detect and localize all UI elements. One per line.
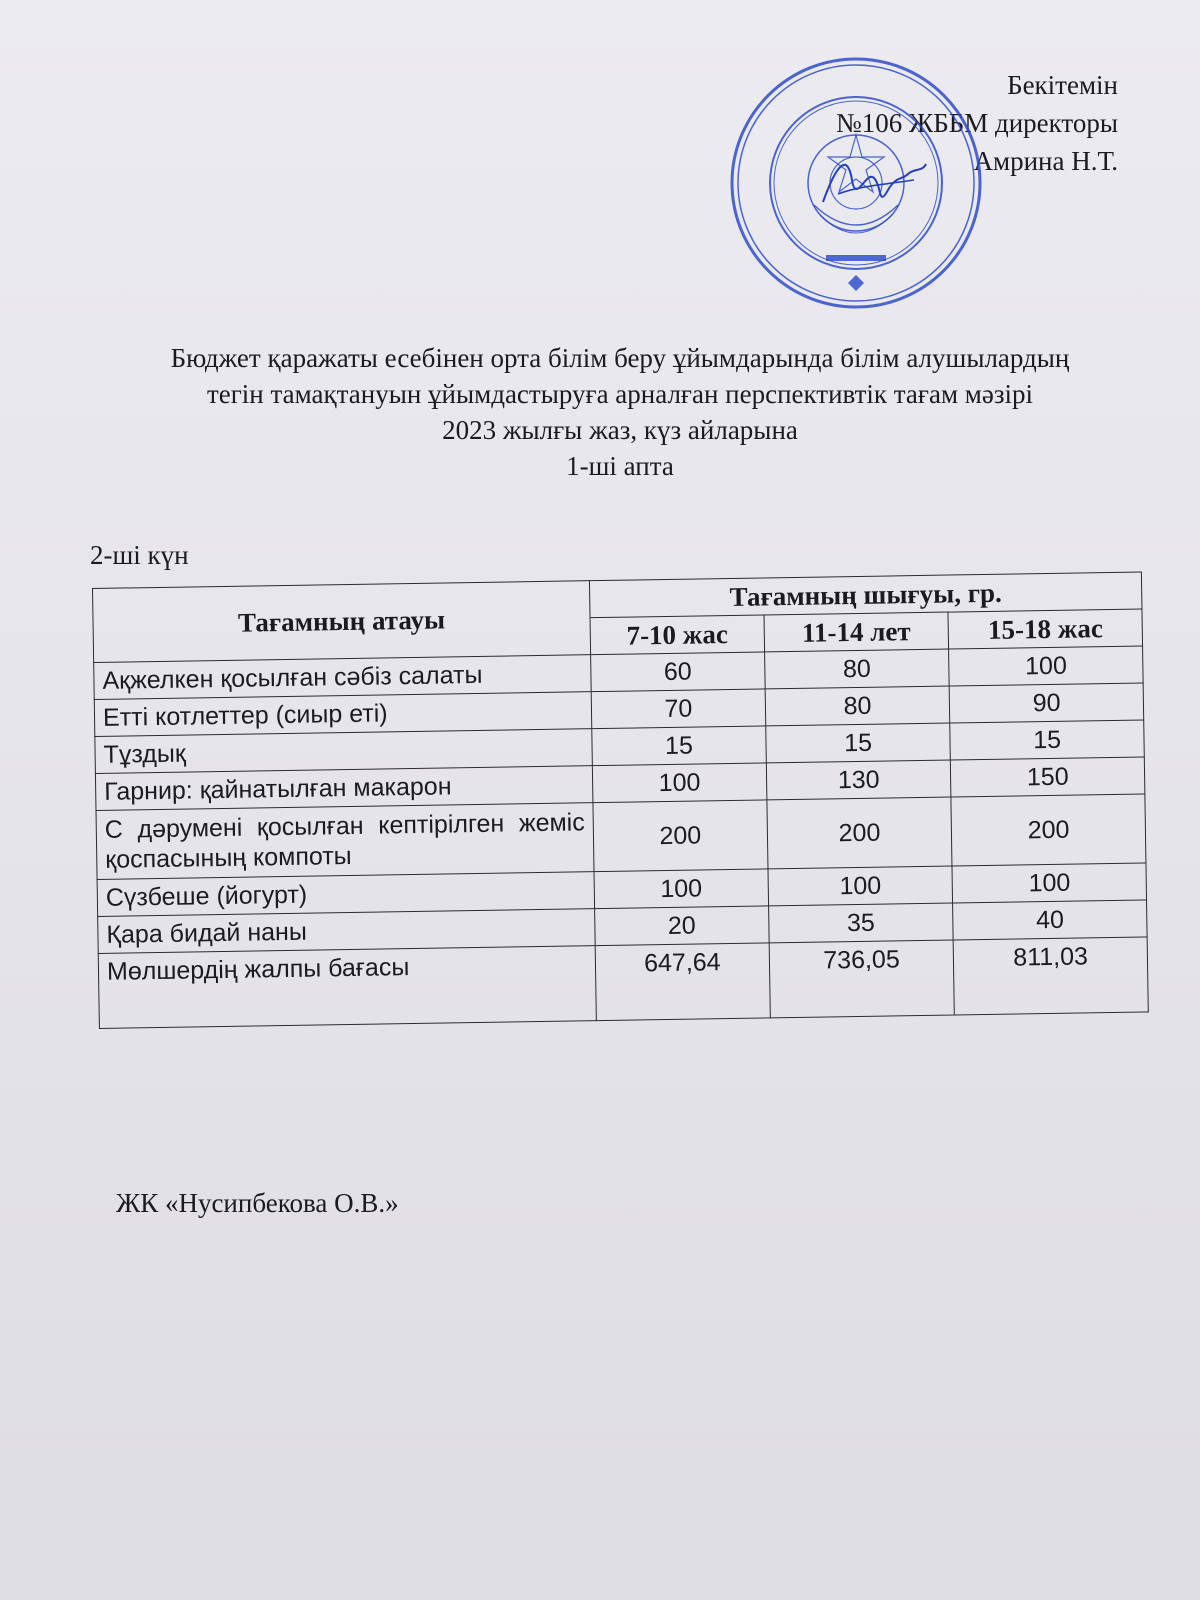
yield-value: 100 [594, 869, 768, 909]
yield-value: 35 [768, 903, 953, 943]
yield-value: 15 [766, 723, 951, 763]
dish-name: Етті котлеттер (сиыр еті) [94, 692, 592, 737]
dish-name: Қара бидай наны [98, 909, 596, 954]
dish-name: Сүзбеше (йогурт) [97, 872, 595, 917]
header-dish-name: Тағамның атауы [93, 581, 591, 663]
total-value: 736,05 [769, 940, 955, 1018]
yield-value: 130 [766, 760, 951, 800]
dish-name: С дәрумені қосылған кептірілген жеміс қоспасының компоты [96, 803, 594, 880]
approval-line-approve: Бекітемін [1007, 70, 1118, 100]
yield-value: 40 [953, 900, 1147, 940]
total-row [98, 937, 1148, 1028]
header-yield: Тағамның шығуы, гр. [589, 572, 1142, 618]
document-title [60, 340, 1180, 484]
approval-line-name: Амрина Н.Т. [973, 146, 1118, 176]
yield-value: 100 [952, 863, 1146, 903]
menu-table [92, 572, 1149, 1029]
header-age-group: 11-14 лет [764, 612, 949, 652]
yield-value: 100 [592, 763, 766, 803]
total-value: 811,03 [953, 937, 1148, 1015]
yield-value: 150 [951, 757, 1145, 797]
title-line-1: Бюджет қаражаты есебінен орта білім беру ұйымдарында білім алушылардың [170, 343, 1070, 373]
yield-value: 20 [595, 906, 769, 946]
day-label: 2-ші күн [90, 540, 189, 570]
dish-name: Гарнир: қайнатылған макарон [95, 766, 593, 811]
director-signature-icon [818, 150, 928, 220]
yield-value: 70 [591, 689, 765, 729]
supplier-signature-line: ЖК «Нусипбекова О.В.» [116, 1188, 399, 1218]
yield-value: 60 [591, 652, 765, 692]
yield-value: 100 [949, 646, 1143, 686]
dish-name: Ақжелкен қосылған сәбіз салаты [94, 655, 592, 700]
title-line-2: тегін тамақтануын ұйымдастыруға арналған перспективтік тағам мәзірі [206, 379, 1034, 409]
yield-value: 200 [767, 797, 953, 869]
yield-value: 15 [592, 726, 766, 766]
yield-value: 90 [950, 683, 1144, 723]
header-age-group: 7-10 жас [590, 615, 764, 655]
yield-value: 100 [768, 866, 953, 906]
dish-name: Тұздық [95, 729, 593, 774]
title-line-4: 1-ші апта [566, 451, 674, 481]
yield-value: 200 [951, 794, 1146, 866]
approval-line-position: №106 ЖББМ директоры [836, 108, 1118, 138]
yield-value: 200 [593, 800, 768, 872]
yield-value: 80 [765, 686, 950, 726]
total-value: 647,64 [595, 943, 770, 1021]
total-label: Мөлшердің жалпы бағасы [98, 946, 596, 1029]
yield-value: 15 [950, 720, 1144, 760]
header-age-group: 15-18 жас [948, 609, 1142, 649]
yield-value: 80 [764, 649, 949, 689]
title-line-3: 2023 жылғы жаз, күз айларына [442, 415, 798, 445]
